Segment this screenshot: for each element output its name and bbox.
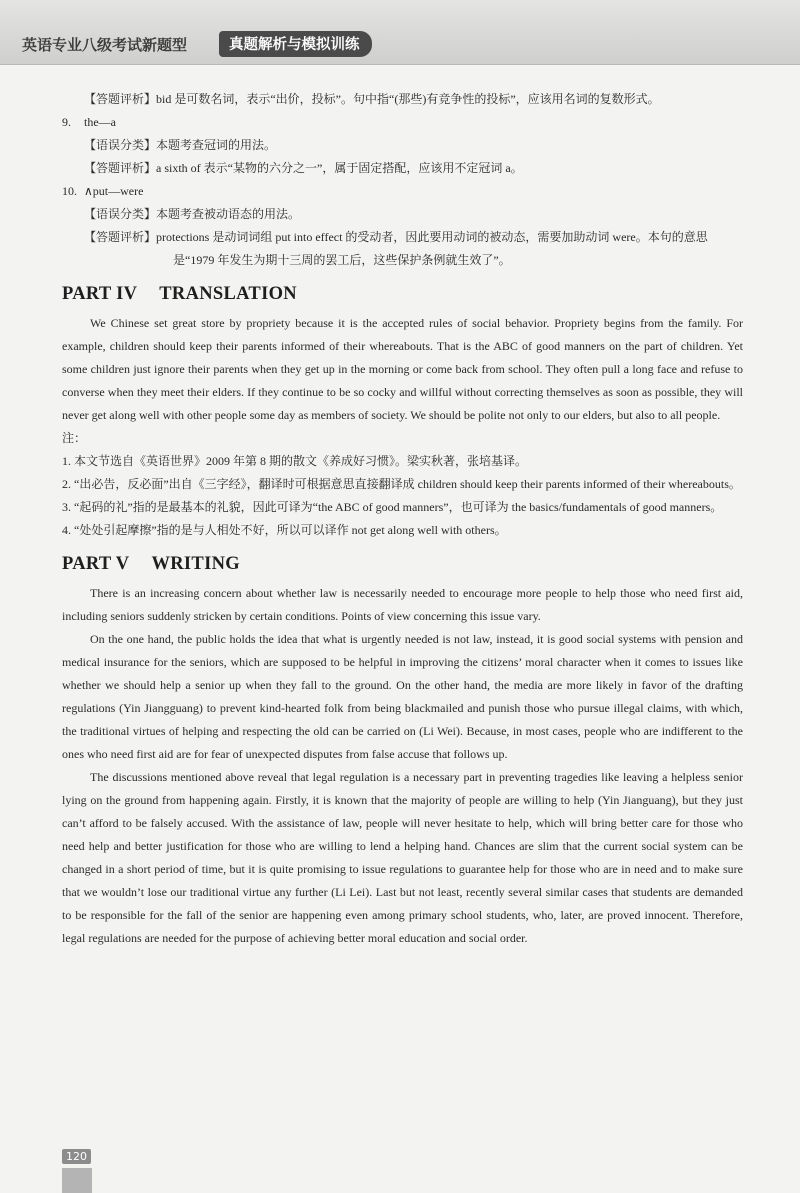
writing-paragraph-1: There is an increasing concern about whether law is necessarily needed to encourage more people to help those who need first aid, including seniors suddenly stricken by certain conditions. Points of view concerning this issue vary.: [62, 586, 743, 623]
note-text: 本题考查被动语态的用法。: [156, 207, 301, 221]
answer-correction: ∧put—were: [84, 184, 144, 198]
answer-note: [62, 226, 743, 272]
translation-note-3: 3. “起码的礼”指的是最基本的礼貌，因此可译为“the ABC of good manners”，也可译为 the basics/fundamentals of good manners。: [62, 500, 723, 514]
page-number: 120: [62, 1149, 91, 1164]
answer-number: 9.: [62, 115, 71, 129]
answer-note: [62, 134, 743, 157]
note-label: 【语误分类】: [84, 207, 157, 221]
note-text: protections 是动词词组 put into effect 的受动者，因此要用动词的被动态，需要加助动词 were。本句的意思是“1979 年发生为期十三周的罢工后，这些保护条例就生效了”。: [156, 230, 708, 267]
page-header: [0, 0, 800, 65]
writing-paragraph-3: The discussions mentioned above reveal that legal regulation is a necessary part in preventing tragedies like leaving a helpless senior lying on the ground from happening again. Firstly, it is known that the majority of people are willing to help (Yin Jianguang), but they just can’t afford to be falsely accused. With the assistance of law, people will never hesitate to help, which will bring better care for those who need help and better justification for those who are willing to lend a helping hand. Chances are slim that the current social system can be changed in a short period of time, but it is quite promising to issue regulations to guarantee help for those who are in need and to make sure that we wouldn’t lose our traditional virtue any further (Li Lei). Last but not least, recently several similar cases that students are demanded to be responsible for the fall of the senior are happening even among primary school students, who, later, are proved innocent. Therefore, legal regulations are needed for the purpose of achieving better moral education and social order.: [62, 770, 743, 945]
page-content: [62, 88, 743, 950]
notes-label: 注：: [62, 431, 87, 445]
part4-label: PART IV: [62, 284, 138, 304]
answer-note: [62, 203, 743, 226]
answer-note: [62, 157, 743, 180]
translation-note-2: 2. “出必告，反必面”出自《三字经》，翻译时可根据意思直接翻译成 children should keep their parents informed of their whereabouts。: [62, 477, 741, 491]
note-text: bid 是可数名词，表示“出价，投标”。句中指“(那些)有竞争性的投标”，应该用名词的复数形式。: [156, 92, 660, 106]
answer-item-9: [62, 111, 743, 134]
note-label: 【语误分类】: [84, 138, 157, 152]
writing-paragraph-2: On the one hand, the public holds the idea that what is urgently needed is not law, instead, it is good social systems with pension and medical insurance for the seniors, which are supposed to be helpful in improving the citizens’ moral character when it comes to issues like whether we should help a senior up when they fall to the ground. On the other hand, the media are more likely in favor of the drafting regulations (Yin Jiangguang) to prevent kind-hearted folk from being blackmailed and punish those who pursue illegal claims, with which, the traditional virtues of helping and respecting the old can be carried on (Li Wei). Because, in most cases, people who are indifferent to the ones who need first aid are for fear of unexpected disputes from false accuse that follows up.: [62, 632, 743, 761]
answer-number: 10.: [62, 184, 77, 198]
note-text: a sixth of 表示“某物的六分之一”，属于固定搭配，应该用不定冠词 a。: [156, 161, 523, 175]
note-label: 【答题评析】: [84, 230, 157, 244]
book-subtitle-tag: 真题解析与模拟训练: [219, 31, 372, 57]
note-label: 【答题评析】: [84, 161, 157, 175]
note-label: 【答题评析】: [84, 92, 157, 106]
note-text: 本题考查冠词的用法。: [156, 138, 277, 152]
answer-note: [62, 88, 743, 111]
translation-paragraph: We Chinese set great store by propriety because it is the accepted rules of social behavior. Propriety begins from the family. For example, children should keep their parents informed of their whereabouts. That is the ABC of good manners on the part of children. Yet some children just ignore their parents when they get up in the morning or come back from school. They often pull a long face and refuse to converse when they meet their elders. If they continue to be so cocky and willful without correcting themselves as soon as possible, they will never get along well with other people some day as members of society. We should be polite not only to our elders, but also to all people.: [62, 316, 743, 422]
book-title: 英语专业八级考试新题型: [22, 36, 188, 54]
page-edge-tab: [62, 1168, 92, 1193]
translation-note-4: 4. “处处引起摩擦”指的是与人相处不好，所以可以译作 not get along well with others。: [62, 523, 507, 537]
part4-title: TRANSLATION: [159, 284, 297, 304]
part5-label: PART V: [62, 554, 130, 574]
answer-correction: the—a: [84, 115, 116, 129]
translation-note-1: 1. 本文节选自《英语世界》2009 年第 8 期的散文《养成好习惯》。梁实秋著，张培基译。: [62, 454, 528, 468]
part4-heading: [62, 282, 743, 306]
part5-heading: [62, 552, 743, 576]
error-correction-section: [62, 88, 743, 272]
part5-title: WRITING: [151, 554, 240, 574]
answer-item-10: [62, 180, 743, 203]
